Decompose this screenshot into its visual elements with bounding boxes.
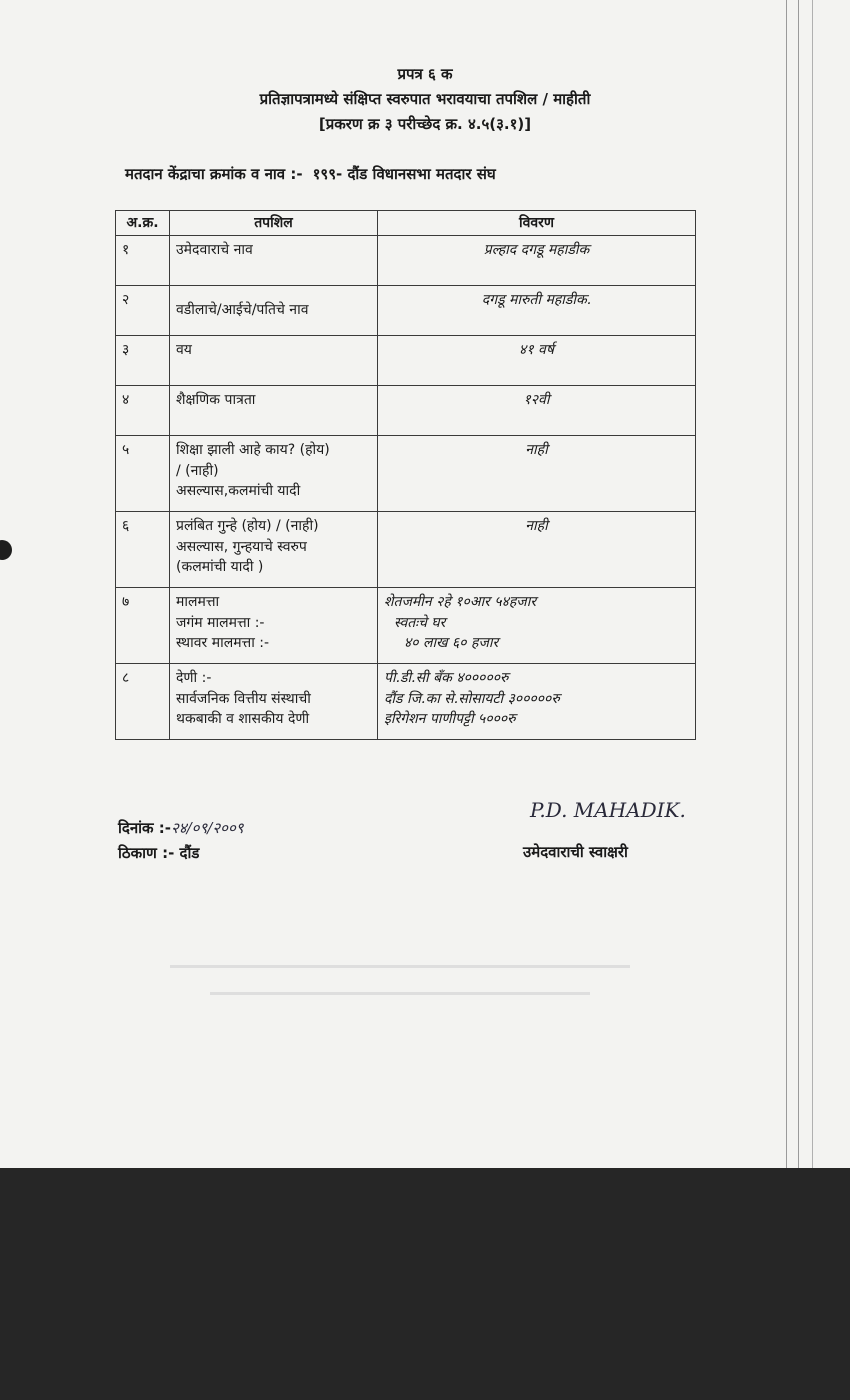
row-value-handwritten: ४१ वर्ष bbox=[378, 336, 696, 386]
value-line: शेतजमीन २हे १०आर ५४हजार bbox=[384, 594, 537, 611]
value-line: पी.डी.सी बँक ४०००००रु bbox=[384, 670, 509, 687]
row-label: उमेदवाराचे नाव bbox=[170, 236, 378, 286]
polling-station bbox=[125, 164, 496, 184]
date-label: दिनांक :- bbox=[118, 819, 172, 837]
station-value: १९९- दौंड विधानसभा मतदार संघ bbox=[312, 165, 496, 183]
row-label-line: असल्यास,कलमांची यादी bbox=[176, 482, 301, 499]
page-edge bbox=[812, 0, 813, 1168]
value-line: इरिगेशन पाणीपट्टी ५०००रु bbox=[384, 710, 516, 727]
page-edge bbox=[798, 0, 799, 1168]
row-label-line: मालमत्ता bbox=[176, 594, 220, 611]
row-label-line: जगंम मालमत्ता :- bbox=[176, 614, 265, 631]
table-row bbox=[116, 664, 696, 740]
row-number: ८ bbox=[116, 664, 170, 740]
row-label bbox=[170, 512, 378, 588]
row-value-handwritten: नाही bbox=[378, 512, 696, 588]
row-label-line: देणी :- bbox=[176, 670, 212, 687]
form-title: प्रतिज्ञापत्रामध्ये संक्षिप्त स्वरुपात भरावयाचा तपशिल / माहीती bbox=[259, 90, 591, 108]
row-number: ५ bbox=[116, 436, 170, 512]
row-value-handwritten: प्रल्हाद दगडू महाडीक bbox=[378, 236, 696, 286]
row-number: ४ bbox=[116, 386, 170, 436]
row-number: ६ bbox=[116, 512, 170, 588]
date-value: २४/०९/२००९ bbox=[171, 819, 244, 837]
row-label-line: थकबाकी व शासकीय देणी bbox=[176, 710, 310, 727]
station-label: मतदान केंद्राचा क्रमांक व नाव :- bbox=[125, 165, 303, 183]
bleed-through bbox=[170, 965, 630, 968]
row-label: शैक्षणिक पात्रता bbox=[170, 386, 378, 436]
row-label-line: शिक्षा झाली आहे काय? (होय) bbox=[176, 442, 330, 459]
form-reference: [प्रकरण क्र ३ परीच्छेद क्र. ४.५(३.१)] bbox=[318, 115, 532, 133]
date-line bbox=[118, 818, 244, 838]
row-number: १ bbox=[116, 236, 170, 286]
table-row bbox=[116, 588, 696, 664]
row-label-line: सार्वजनिक वित्तीय संस्थाची bbox=[176, 690, 311, 707]
table-row bbox=[116, 236, 696, 286]
row-label bbox=[170, 664, 378, 740]
row-value-handwritten: १२वी bbox=[378, 386, 696, 436]
candidate-signature: P.D. MAHADIK. bbox=[530, 798, 686, 822]
details-table bbox=[115, 210, 696, 740]
row-label: वय bbox=[170, 336, 378, 386]
form-number: प्रपत्र ६ क bbox=[397, 65, 453, 83]
table-row bbox=[116, 336, 696, 386]
row-label bbox=[170, 588, 378, 664]
punch-hole bbox=[0, 540, 12, 560]
row-label: वडीलाचे/आईचे/पतिचे नाव bbox=[170, 286, 378, 336]
row-label-line: (कलमांची यादी ) bbox=[176, 558, 264, 575]
row-label-line: असल्यास, गुन्हयाचे स्वरुप bbox=[176, 538, 307, 555]
row-number: २ bbox=[116, 286, 170, 336]
row-label-line: स्थावर मालमत्ता :- bbox=[176, 634, 270, 651]
table-header-row bbox=[116, 211, 696, 236]
row-label-line: प्रलंबित गुन्हे (होय) / (नाही) bbox=[176, 518, 319, 535]
place-value: दौंड bbox=[179, 844, 200, 862]
page-edge bbox=[786, 0, 787, 1168]
place-label: ठिकाण :- bbox=[118, 844, 175, 862]
column-header: तपशिल bbox=[170, 211, 378, 236]
column-header: अ.क्र. bbox=[116, 211, 170, 236]
column-header: विवरण bbox=[378, 211, 696, 236]
value-line: स्वतःचे घर bbox=[394, 614, 446, 631]
table-row bbox=[116, 512, 696, 588]
table-row bbox=[116, 386, 696, 436]
place-line bbox=[118, 843, 199, 863]
row-number: ३ bbox=[116, 336, 170, 386]
row-value-handwritten bbox=[378, 588, 696, 664]
row-label-line: / (नाही) bbox=[176, 462, 219, 479]
row-value-handwritten: दगडू मारुती महाडीक. bbox=[378, 286, 696, 336]
table-row bbox=[116, 286, 696, 336]
table-row bbox=[116, 436, 696, 512]
value-line: दौंड जि.का से.सोसायटी ३०००००रु bbox=[384, 690, 560, 707]
row-number: ७ bbox=[116, 588, 170, 664]
row-label bbox=[170, 436, 378, 512]
row-value-handwritten: नाही bbox=[378, 436, 696, 512]
value-line: ४० लाख ६० हजार bbox=[404, 634, 499, 651]
row-value-handwritten bbox=[378, 664, 696, 740]
signature-label: उमेदवाराची स्वाक्षरी bbox=[523, 843, 628, 861]
bleed-through bbox=[210, 992, 590, 995]
